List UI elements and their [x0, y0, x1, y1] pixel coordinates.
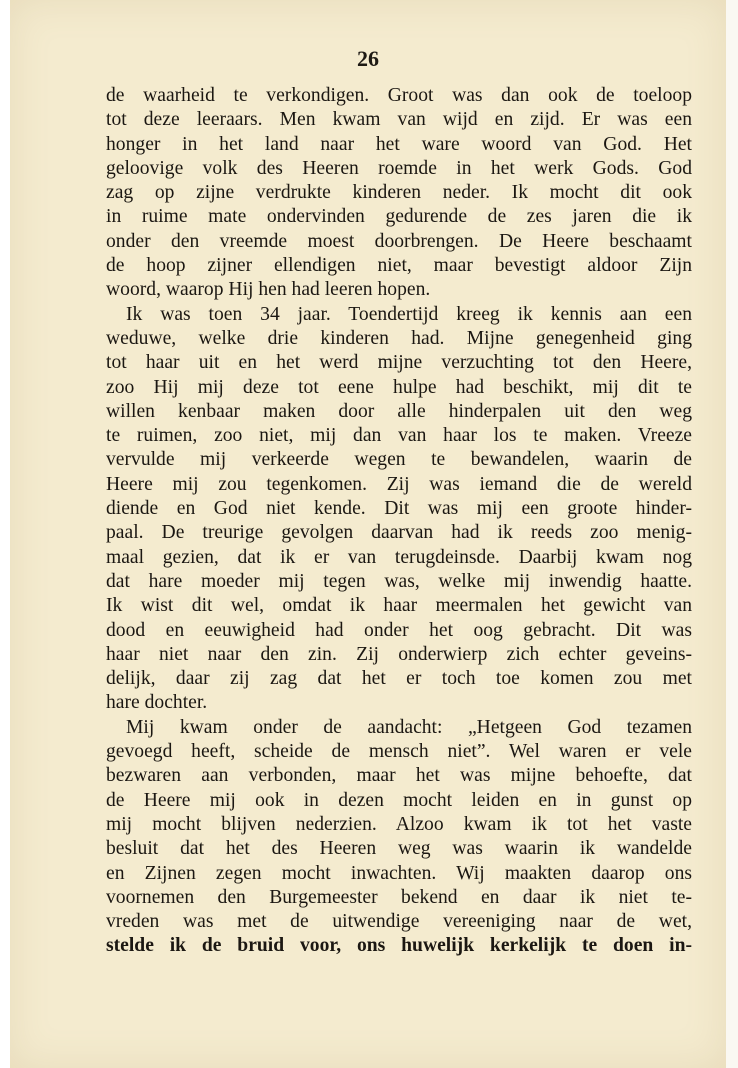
text-line: hare dochter. — [106, 692, 208, 714]
body-text — [106, 84, 692, 959]
text-line: in ruime mate ondervinden gedurende de zes jaren die ik — [106, 206, 692, 228]
text-line: maal gezien, dat ik er van terugdeinsde. Daarbij kwam nog — [106, 546, 692, 568]
text-line: mij mocht blijven nederzien. Alzoo kwam ik tot het vaste — [106, 813, 692, 835]
text-line: woord, waarop Hij hen had leeren hopen. — [106, 279, 431, 301]
text-line: te ruimen, zoo niet, mij dan van haar los te maken. Vreeze — [106, 425, 692, 447]
text-line: vervulde mij verkeerde wegen te bewandelen, waarin de — [106, 449, 692, 471]
text-line: besluit dat het des Heeren weg was waarin ik wandelde — [106, 838, 692, 860]
text-line: delijk, daar zij zag dat het er toch toe komen zou met — [106, 668, 692, 690]
text-line: en Zijnen zegen mocht inwachten. Wij maakten daarop ons — [106, 862, 692, 884]
text-line: dat hare moeder mij tegen was, welke mij inwendig haatte. — [106, 570, 692, 592]
text-line: onder den vreemde moest doorbrengen. De Heere beschaamt — [106, 230, 692, 252]
text-line: Heere mij zou tegenkomen. Zij was iemand die de wereld — [106, 473, 692, 495]
text-line: honger in het land naar het ware woord van God. Het — [106, 133, 692, 155]
page-edge — [726, 0, 738, 1068]
text-line: dood en eeuwigheid had onder het oog gebracht. Dit was — [106, 619, 692, 641]
paragraph-start-line: Mij kwam onder de aandacht: „Hetgeen God tezamen — [126, 716, 692, 738]
text-line: gevoegd heeft, scheide de mensch niet”. Wel waren er vele — [106, 741, 692, 763]
text-line: zag op zijne verdrukte kinderen neder. Ik mocht dit ook — [106, 182, 692, 204]
text-line: tot haar uit en het werd mijne verzuchting tot den Heere, — [106, 352, 692, 374]
text-line: diende en God niet kende. Dit was mij een groote hinder- — [106, 498, 692, 520]
text-line: Ik wist dit wel, omdat ik haar meermalen het gewicht van — [106, 595, 692, 617]
text-line: paal. De treurige gevolgen daarvan had ik reeds zoo menig- — [106, 522, 692, 544]
text-line: stelde ik de bruid voor, ons huwelijk kerkelijk te doen in- — [106, 935, 692, 957]
paragraph-start-line: Ik was toen 34 jaar. Toendertijd kreeg ik kennis aan een — [126, 303, 692, 325]
page-number: 26 — [357, 46, 379, 71]
text-line: bezwaren aan verbonden, maar het was mijne behoefte, dat — [106, 765, 692, 787]
text-line: willen kenbaar maken door alle hinderpalen uit den weg — [106, 400, 692, 422]
text-line: weduwe, welke drie kinderen had. Mijne genegenheid ging — [106, 327, 692, 349]
text-line: voornemen den Burgemeester bekend en daar ik niet te- — [106, 886, 692, 908]
book-page — [10, 0, 726, 1068]
text-line: geloovige volk des Heeren roemde in het werk Gods. God — [106, 157, 692, 179]
text-line: tot deze leeraars. Men kwam van wijd en zijd. Er was een — [106, 109, 692, 131]
text-line: de waarheid te verkondigen. Groot was dan ook de toeloop — [106, 85, 692, 106]
text-line: zoo Hij mij deze tot eene hulpe had beschikt, mij dit te — [106, 376, 692, 398]
text-line: de hoop zijner ellendigen niet, maar bevestigt aldoor Zijn — [106, 255, 692, 277]
text-line: vreden was met de uitwendige vereeniging naar de wet, — [106, 911, 692, 933]
text-line: haar niet naar den zin. Zij onderwierp zich echter geveins- — [106, 643, 692, 665]
text-line: de Heere mij ook in dezen mocht leiden en in gunst op — [106, 789, 692, 811]
